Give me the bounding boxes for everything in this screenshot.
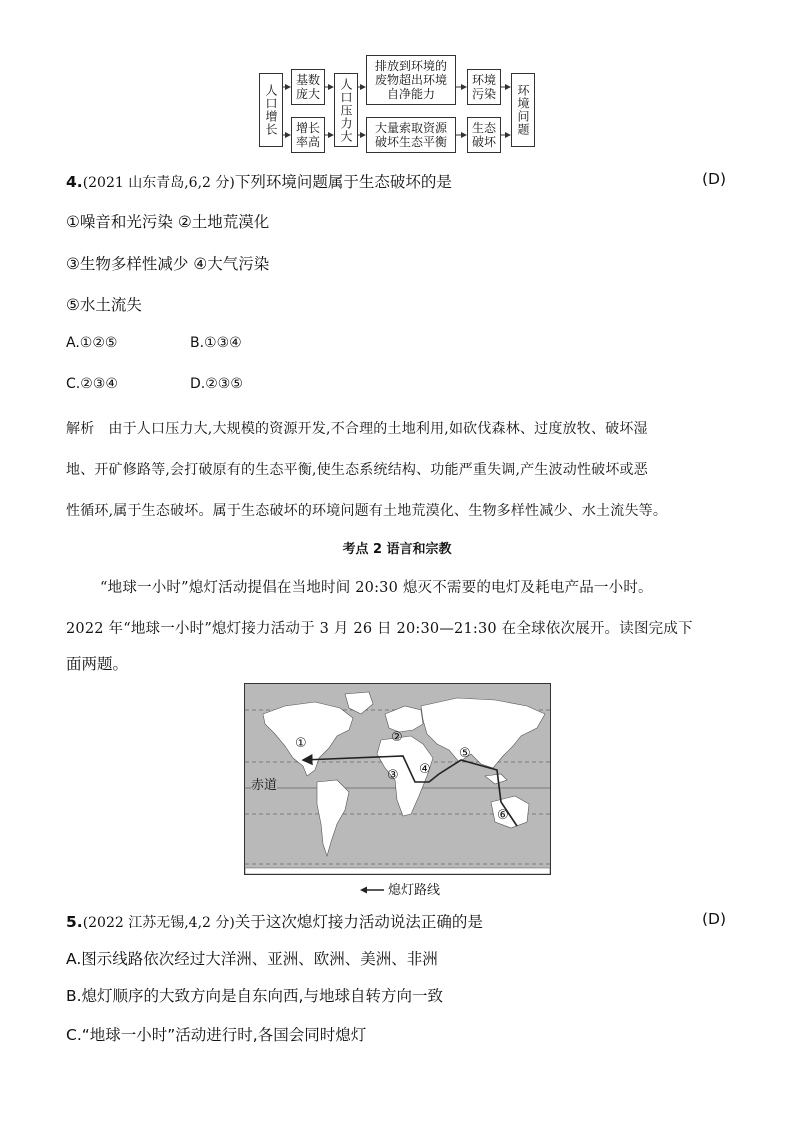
flowchart-arrows [0,0,794,170]
q5-answer: (D) [701,910,726,928]
q5-source: (2022 江苏无锡,4,2 分) [82,915,235,931]
continent-south-america [317,780,349,856]
q5-number: 5. [66,913,83,931]
q4-option-b: B.①③④ [190,335,242,351]
flow-box-environmental-problems: 环境问题 [511,73,535,147]
world-map [244,683,551,875]
q5-option-b: B.熄灯顺序的大致方向是自东向西,与地球自转方向一致 [66,987,443,1005]
map-label-2: ② [391,730,403,745]
flow-box-population-growth: 人口增长 [259,73,283,147]
flow-box-population-pressure: 人口压力大 [334,73,358,147]
intro-line-3: 面两题。 [66,655,129,673]
q5-option-c: C.“地球一小时”活动进行时,各国会同时熄灯 [66,1026,367,1044]
flow-box-large-base: 基数 庞大 [291,69,325,105]
q4-items-3: ⑤水土流失 [66,296,142,314]
q4-explanation-line-2: 地、开矿修路等,会打破原有的生态平衡,使生态系统结构、功能严重失调,产生波动性破坏或恶 [66,462,648,478]
continent-asia [421,698,545,768]
q5-stem-line [66,910,483,932]
section-title: 考点 2 语言和宗教 [342,542,452,557]
map-label-5: ⑤ [459,746,471,761]
q4-stem-line [66,170,452,192]
flow-box-high-growth-rate: 增长 率高 [291,117,325,153]
q4-items-1: ①噪音和光污染 ②土地荒漠化 [66,213,270,231]
continent-north-america [263,702,353,776]
q4-option-d: D.②③⑤ [190,376,243,392]
flow-box-pollution: 环境 污染 [467,69,501,105]
intro-line-2: 2022 年“地球一小时”熄灯接力活动于 3 月 26 日 20:30—21:30 在全球依次展开。读图完成下 [66,621,693,637]
q5-stem: 关于这次熄灯接力活动说法正确的是 [234,913,483,931]
q5-option-a: A.图示线路依次经过大洋洲、亚洲、欧洲、美洲、非洲 [66,950,438,968]
map-label-4: ④ [419,762,431,777]
q4-source: (2021 山东青岛,6,2 分) [82,175,235,191]
q4-explanation-label: 解析 [66,421,95,437]
q4-option-a: A.①②⑤ [66,335,118,351]
continent-europe [385,706,423,732]
map-legend-label: 熄灯路线 [388,883,441,898]
map-label-6: ⑥ [497,808,509,823]
q4-explanation-line-3: 性循环,属于生态破坏。属于生态破坏的环境问题有土地荒漠化、生物多样性减少、水土流失等。 [66,503,668,519]
islands-southeast-asia [485,774,507,784]
q4-number: 4. [66,173,83,191]
flow-box-waste-exceeds: 排放到环境的 废物超出环境 自净能力 [366,55,456,105]
q4-answer: (D) [701,170,726,188]
map-label-1: ① [295,736,307,751]
q4-option-c: C.②③④ [66,376,118,392]
q4-stem: 下列环境问题属于生态破坏的是 [234,173,452,191]
continent-antarctica [245,868,550,874]
intro-line-1: “地球一小时”熄灯活动提倡在当地时间 20:30 熄灭不需要的电灯及耗电产品一小时。 [100,580,653,596]
map-label-3: ③ [387,768,399,783]
flow-box-resource-extraction: 大量索取资源 破坏生态平衡 [366,117,456,153]
q4-explanation-text-1: 由于人口压力大,大规模的资源开发,不合理的土地利用,如砍伐森林、过度放牧、破坏湿 [108,421,648,437]
flow-box-eco-destruction: 生态 破坏 [467,117,501,153]
q4-explanation-line-1 [66,418,648,438]
equator-label: 赤道 [251,774,277,793]
map-legend [360,879,440,898]
q4-items-2: ③生物多样性减少 ④大气污染 [66,255,270,273]
route-arrow-icon [360,883,384,898]
continent-greenland [345,692,373,714]
